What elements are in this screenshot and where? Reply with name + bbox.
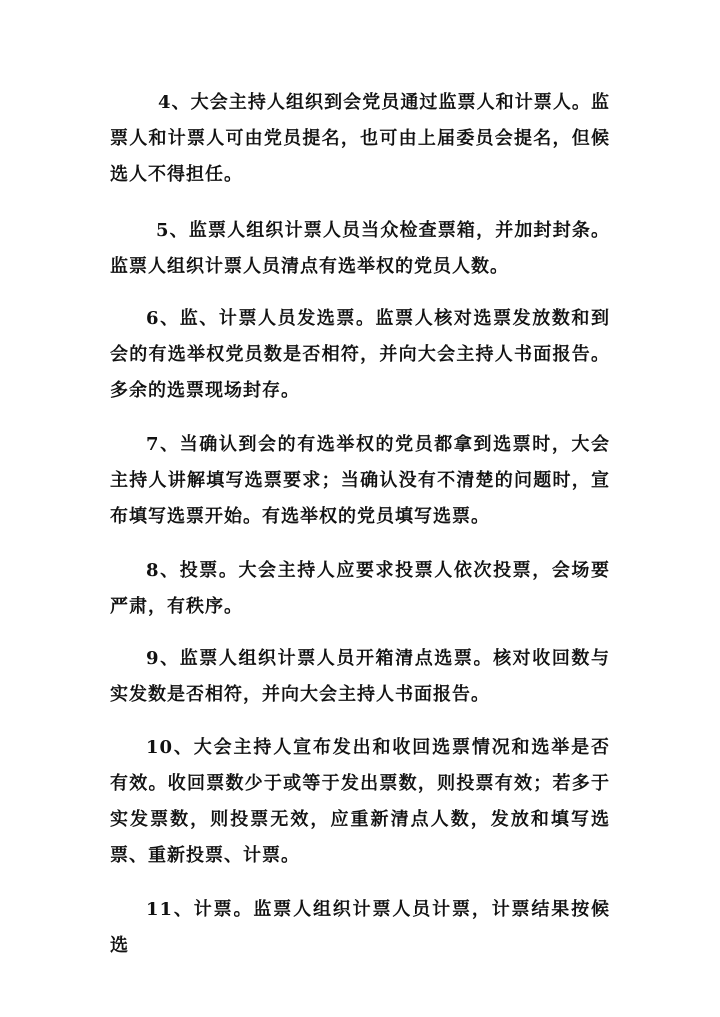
paragraph-step-11: 11、计票。监票人组织计票人员计票，计票结果按候选 — [110, 899, 610, 956]
paragraph-step-7: 7、当确认到会的有选举权的党员都拿到选票时，大会主持人讲解填写选票要求；当确认没有不清楚的问题时，宣布填写选票开始。有选举权的党员填写选票。 — [110, 434, 610, 527]
paragraph-step-9: 9、监票人组织计票人员开箱清点选票。核对收回数与实发数是否相符，并向大会主持人书面报告。 — [110, 648, 610, 705]
paragraph-step-4: 4、大会主持人组织到会党员通过监票人和计票人。监票人和计票人可由党员提名，也可由上届委员会提名，但候选人不得担任。 — [110, 92, 610, 185]
paragraph-step-5: 5、监票人组织计票人员当众检查票箱，并加封封条。监票人组织计票人员清点有选举权的党员人数。 — [110, 220, 610, 277]
paragraph-step-8: 8、投票。大会主持人应要求投票人依次投票，会场要严肃，有秩序。 — [110, 560, 610, 617]
paragraph-step-6: 6、监、计票人员发选票。监票人核对选票发放数和到会的有选举权党员数是否相符，并向大会主持人书面报告。多余的选票现场封存。 — [110, 308, 610, 401]
paragraph-step-10: 10、大会主持人宣布发出和收回选票情况和选举是否有效。收回票数少于或等于发出票数，则投票有效；若多于实发票数，则投票无效，应重新清点人数，发放和填写选票、重新投票、计票。 — [110, 737, 610, 866]
